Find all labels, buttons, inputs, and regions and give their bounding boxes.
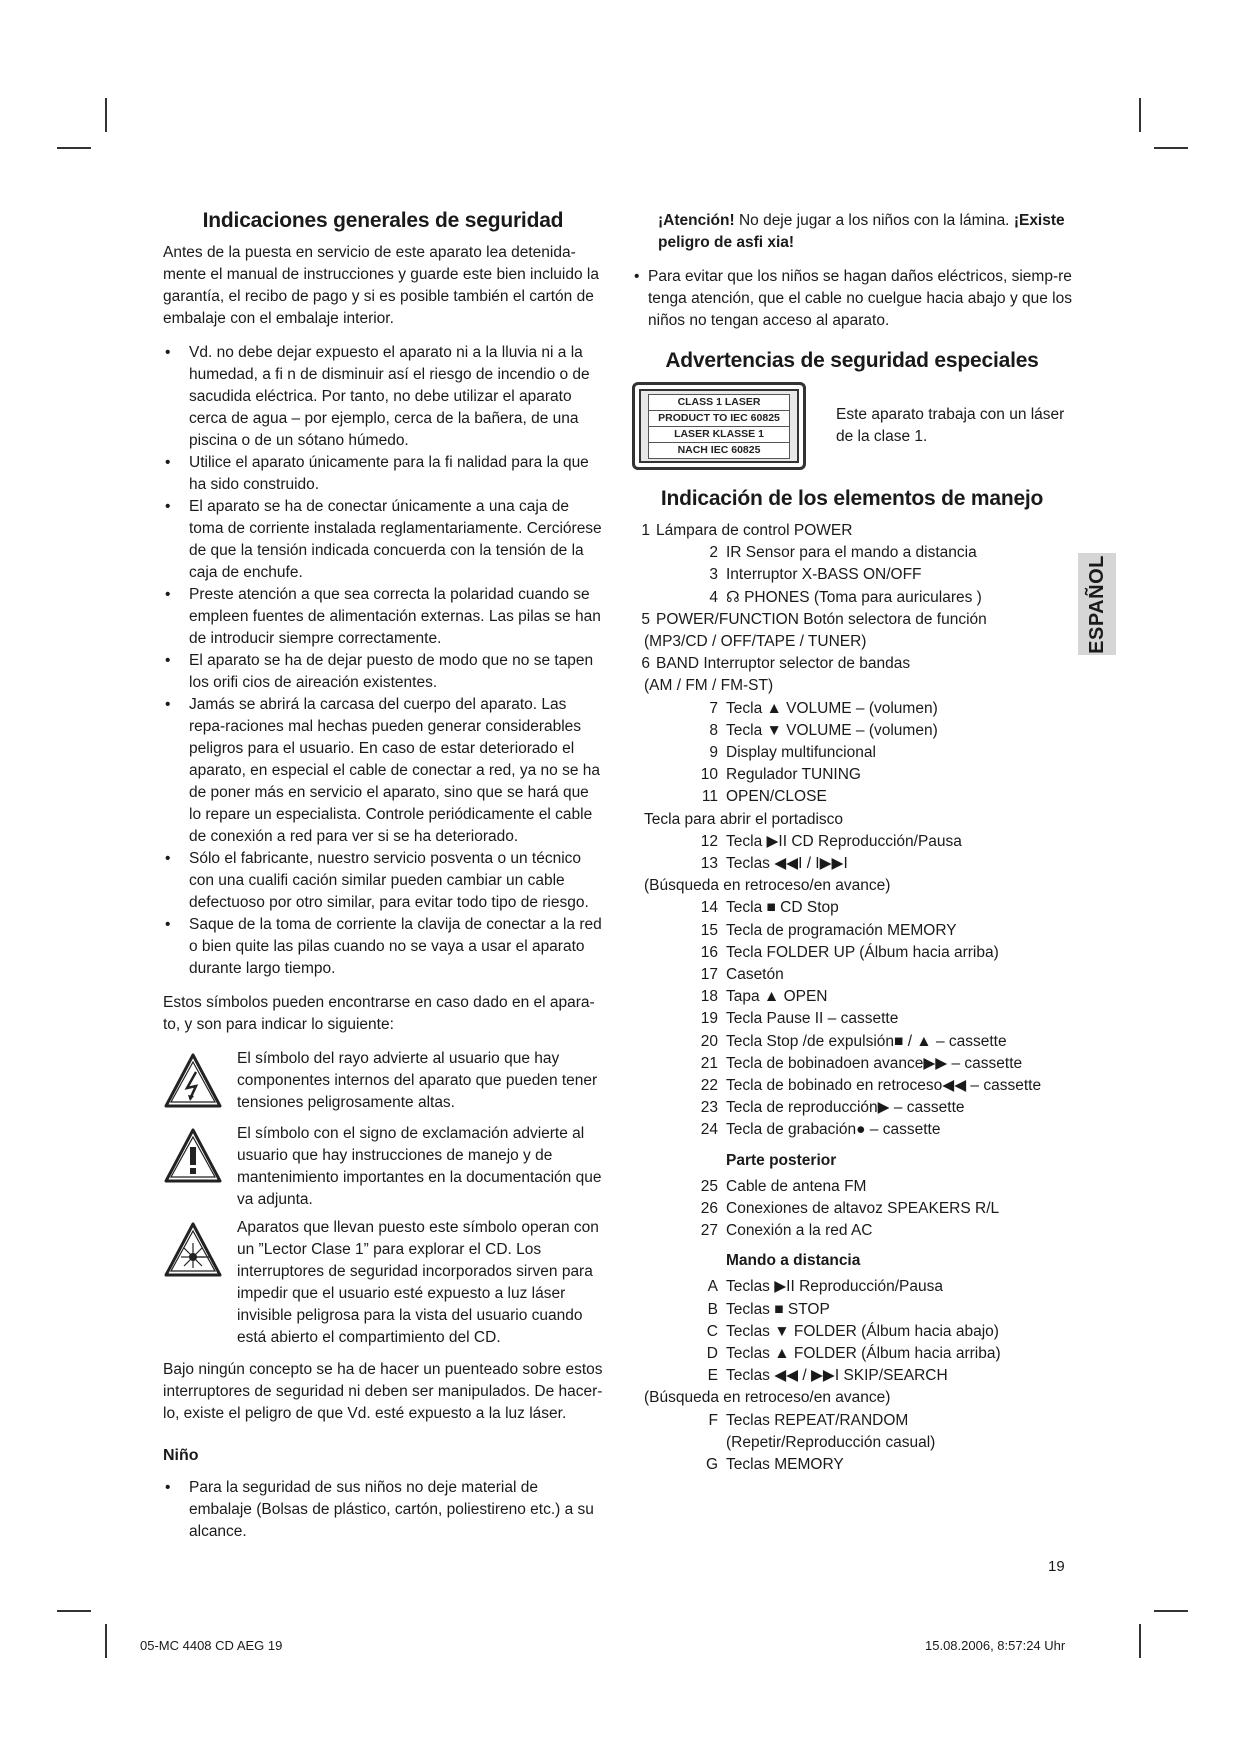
element-item bbox=[632, 897, 1072, 919]
element-item bbox=[632, 542, 1072, 564]
element-text: Conexión a la red AC bbox=[726, 1222, 873, 1240]
element-text: Tecla FOLDER UP (Álbum hacia arriba) bbox=[726, 943, 999, 961]
remote-list bbox=[632, 1276, 1072, 1476]
safety-intro: Antes de la puesta en servicio de este aparato lea detenida-mente el manual de instrucciones y guarde este bien incluido la garantía, el recibo de pago y si es posible también el cartón de embalaje con el embalaje interior. bbox=[163, 244, 599, 327]
symbol-row bbox=[163, 1048, 603, 1117]
element-number: E bbox=[707, 1367, 718, 1385]
child-title: Niño bbox=[163, 1447, 199, 1464]
element-item bbox=[632, 831, 1072, 853]
element-text: Tapa ▲ OPEN bbox=[726, 988, 828, 1006]
elements-title: Indicación de los elementos de manejo bbox=[660, 487, 1044, 510]
element-number: 24 bbox=[700, 1121, 718, 1139]
right-column bbox=[632, 210, 1072, 1476]
child-bullet: • Para la seguridad de sus niños no deje material de embalaje (Bolsas de plástico, cartón, poliestireno etc.) a su alcance. bbox=[163, 1477, 603, 1543]
element-number: 10 bbox=[700, 766, 718, 784]
language-tab-label: ESPAÑOL bbox=[1085, 554, 1108, 654]
symbol-row bbox=[163, 1123, 603, 1211]
attention-note bbox=[658, 210, 1072, 254]
element-item bbox=[632, 1119, 1072, 1141]
element-number: C bbox=[706, 1322, 718, 1340]
element-text: Teclas ◀◀I / I▶▶I bbox=[726, 855, 848, 873]
element-text: Tecla para abrir el portadisco bbox=[644, 810, 844, 828]
element-number: A bbox=[707, 1278, 718, 1296]
element-number: 11 bbox=[701, 788, 718, 806]
element-text: Conexiones de altavoz SPEAKERS R/L bbox=[726, 1199, 1000, 1217]
element-text: Tecla ▶II CD Reproducción/Pausa bbox=[726, 832, 962, 850]
element-item bbox=[632, 1387, 1072, 1409]
element-text: Display multifuncional bbox=[726, 744, 876, 762]
element-item bbox=[632, 786, 1072, 808]
elements-list bbox=[632, 520, 1072, 1142]
laser-label-line: CLASS 1 LASER bbox=[648, 394, 790, 411]
element-item bbox=[632, 1365, 1072, 1387]
element-item bbox=[632, 920, 1072, 942]
element-text: Tecla de reproducción▶ – cassette bbox=[726, 1099, 965, 1117]
element-item bbox=[632, 1454, 1072, 1476]
laser-class-row bbox=[632, 382, 1072, 470]
element-item bbox=[632, 942, 1072, 964]
element-item bbox=[632, 1008, 1072, 1030]
element-number: 13 bbox=[700, 855, 718, 873]
element-item bbox=[632, 853, 1072, 875]
lightning-warning-icon bbox=[163, 1048, 237, 1117]
crop-mark bbox=[1154, 1610, 1188, 1612]
exclamation-warning-icon bbox=[163, 1123, 237, 1211]
element-number: F bbox=[708, 1411, 718, 1429]
element-item bbox=[632, 1299, 1072, 1321]
element-item bbox=[632, 720, 1072, 742]
element-text: Tecla ▲ VOLUME – (volumen) bbox=[726, 699, 938, 717]
footer-file-info: 05-MC 4408 CD AEG 19 bbox=[140, 1638, 283, 1653]
element-number: 1 bbox=[641, 522, 650, 539]
symbol-text: El símbolo con el signo de exclamación advierte al usuario que hay instrucciones de manejo y de mantenimiento importantes en la documentación que va adjunta. bbox=[237, 1125, 602, 1208]
crop-mark bbox=[105, 1624, 107, 1658]
element-text: Teclas REPEAT/RANDOM bbox=[726, 1411, 909, 1429]
element-text: (MP3/CD / OFF/TAPE / TUNER) bbox=[644, 633, 867, 651]
element-text: Tecla ■ CD Stop bbox=[726, 899, 839, 917]
laser-label-line: PRODUCT TO IEC 60825 bbox=[648, 410, 790, 427]
asphyxia-warning: ¡Existe peligro de asfi xia! bbox=[658, 212, 1065, 251]
child-electric-bullet: • Para evitar que los niños se hagan daños eléctricos, siemp-re tenga atención, que el cable no cuelgue hacia abajo y que los niños no tengan acceso al aparato. bbox=[632, 266, 1072, 332]
crop-mark bbox=[57, 1610, 91, 1612]
footer-timestamp: 15.08.2006, 8:57:24 Uhr bbox=[925, 1638, 1066, 1653]
element-number: 27 bbox=[700, 1222, 718, 1240]
element-item bbox=[632, 809, 1072, 831]
crop-mark bbox=[105, 98, 107, 132]
child-electric-bullets bbox=[632, 266, 1072, 332]
element-text: IR Sensor para el mando a distancia bbox=[726, 544, 977, 562]
element-number: 4 bbox=[709, 588, 718, 606]
element-item bbox=[632, 1220, 1072, 1242]
element-number: 15 bbox=[700, 921, 718, 939]
element-number: 18 bbox=[700, 988, 718, 1006]
child-bullets bbox=[163, 1477, 603, 1543]
element-number: D bbox=[706, 1344, 718, 1362]
element-text: (Búsqueda en retroceso/en avance) bbox=[644, 1389, 891, 1407]
safety-bullet: • El aparato se ha de conectar únicamente a una caja de toma de corriente instalada reglamentariamente. Cerciórese de que la tensión indicada concuerda con la tensión de la caja de enchufe. bbox=[163, 496, 603, 584]
element-item bbox=[632, 1410, 1072, 1432]
element-number: 2 bbox=[709, 544, 718, 562]
safety-bullet: • Vd. no debe dejar expuesto el aparato ni a la lluvia ni a la humedad, a fi n de disminuir así el riesgo de incendio o de sacudida eléctrica. Por tanto, no debe utilizar el aparato cerca de agua – por ejemplo, cerca de la bañera, de una piscina o de un sótano húmedo. bbox=[163, 342, 603, 452]
element-item bbox=[632, 1031, 1072, 1053]
element-item bbox=[632, 653, 1072, 675]
symbol-text: El símbolo del rayo advierte al usuario que hay componentes internos del aparato que pueden tener tensiones peligrosamente altas. bbox=[237, 1050, 598, 1111]
element-text: Tecla de bobinado en retroceso◀◀ – cassette bbox=[726, 1077, 1042, 1095]
attention-text: No deje jugar a los niños con la lámina. bbox=[734, 212, 1014, 229]
element-text: Tecla de bobinadoen avance▶▶ – cassette bbox=[726, 1054, 1023, 1072]
element-number: 9 bbox=[709, 744, 718, 762]
safety-bullet: • Utilice el aparato únicamente para la fi nalidad para la que ha sido construido. bbox=[163, 452, 603, 496]
attention-label: ¡Atención! bbox=[658, 212, 735, 229]
element-text: BAND Interruptor selector de bandas bbox=[656, 655, 911, 673]
crop-mark bbox=[1139, 1624, 1141, 1658]
element-text: Tecla de programación MEMORY bbox=[726, 921, 957, 939]
element-number: 8 bbox=[709, 721, 718, 739]
element-item bbox=[632, 875, 1072, 897]
symbols-intro: Estos símbolos pueden encontrarse en caso dado en el apara-to, y son para indicar lo siguiente: bbox=[163, 994, 595, 1033]
element-text: Tecla de grabación● – cassette bbox=[726, 1121, 941, 1139]
element-text: Lámpara de control POWER bbox=[656, 522, 853, 539]
element-number: 14 bbox=[700, 899, 718, 917]
safety-title: Indicaciones generales de seguridad bbox=[202, 209, 564, 232]
element-number: B bbox=[707, 1300, 718, 1318]
element-number: 16 bbox=[700, 943, 718, 961]
element-number: 25 bbox=[700, 1177, 718, 1195]
element-text: ☊ PHONES (Toma para auriculares ) bbox=[726, 588, 982, 606]
element-item bbox=[632, 742, 1072, 764]
element-text: (Repetir/Reproducción casual) bbox=[726, 1433, 936, 1451]
safety-bullet: • Preste atención a que sea correcta la polaridad cuando se empleen fuentes de alimentación externas. Las pilas se han de introducir siempre correctamente. bbox=[163, 584, 603, 650]
element-text: Teclas ▶II Reproducción/Pausa bbox=[726, 1278, 943, 1296]
safety-bullets bbox=[163, 342, 603, 980]
element-text: Cable de antena FM bbox=[726, 1177, 867, 1195]
element-text: Teclas MEMORY bbox=[726, 1455, 844, 1473]
laser-label-line: LASER KLASSE 1 bbox=[648, 426, 790, 443]
element-item bbox=[632, 587, 1072, 609]
element-number: 23 bbox=[700, 1099, 718, 1117]
element-text: Tecla Pause II – cassette bbox=[726, 1010, 899, 1028]
element-number: 17 bbox=[700, 966, 718, 984]
element-item bbox=[632, 698, 1072, 720]
special-safety-title: Advertencias de seguridad especiales bbox=[665, 349, 1039, 372]
element-number: 21 bbox=[700, 1054, 718, 1072]
symbol-text: Aparatos que llevan puesto este símbolo operan con un ”Lector Clase 1” para explorar el CD. Los interruptores de seguridad incorporados sirven para impedir que el usuario esté expuesto a luz láser invisible peligrosa para la vista del usuario cuando está abierto el compartimiento del CD. bbox=[237, 1219, 599, 1346]
element-text: OPEN/CLOSE bbox=[726, 788, 827, 806]
element-item bbox=[632, 1053, 1072, 1075]
element-item bbox=[632, 1321, 1072, 1343]
element-text: Teclas ◀◀ / ▶▶I SKIP/SEARCH bbox=[726, 1367, 948, 1385]
crop-mark bbox=[57, 147, 91, 149]
bridge-warning: Bajo ningún concepto se ha de hacer un puenteado sobre estos interruptores de seguridad ni deben ser manipulados. De hacer-lo, existe el peligro de que Vd. esté expuesto a la luz láser. bbox=[163, 1361, 603, 1422]
element-text: (AM / FM / FM-ST) bbox=[644, 677, 774, 695]
element-text: Teclas ▼ FOLDER (Álbum hacia abajo) bbox=[726, 1322, 999, 1340]
element-item bbox=[632, 1075, 1072, 1097]
element-item bbox=[632, 1432, 1072, 1454]
element-item bbox=[632, 564, 1072, 586]
element-number: 20 bbox=[700, 1032, 718, 1050]
laser-class-text: Este aparato trabaja con un láser de la clase 1. bbox=[836, 406, 1065, 445]
element-item bbox=[632, 1276, 1072, 1298]
laser-label-line: NACH IEC 60825 bbox=[648, 442, 790, 459]
element-text: Tecla Stop /de expulsión■ / ▲ – cassette bbox=[726, 1032, 1007, 1050]
page-number: 19 bbox=[1048, 1558, 1065, 1575]
element-number: 7 bbox=[709, 699, 718, 717]
left-column bbox=[163, 210, 603, 1555]
element-text: Interruptor X-BASS ON/OFF bbox=[726, 566, 922, 584]
safety-bullet: • Jamás se abrirá la carcasa del cuerpo del aparato. Las repa-raciones mal hechas pueden generar considerables peligros para el usuario. En caso de estar deteriorado el aparato, en especial el cable de conectar a red, ya no se ha de poner más en servicio el aparato, sino que se hará que lo repare un especialista. Controle periódicamente el cable de conexión a red para ver si se ha deteriorado. bbox=[163, 694, 603, 848]
element-item bbox=[632, 520, 1072, 542]
crop-mark bbox=[1139, 98, 1141, 132]
element-number: 26 bbox=[700, 1199, 718, 1217]
safety-bullet: • Saque de la toma de corriente la clavija de conectar a la red o bien quite las pilas cuando no se vaya a usar el aparato durante largo tiempo. bbox=[163, 914, 603, 980]
element-text: (Búsqueda en retroceso/en avance) bbox=[644, 877, 891, 895]
element-item bbox=[632, 764, 1072, 786]
element-number: 3 bbox=[709, 566, 718, 584]
laser-warning-icon bbox=[163, 1217, 237, 1349]
element-number: 12 bbox=[700, 832, 718, 850]
rear-title: Parte posterior bbox=[726, 1151, 837, 1169]
element-number: G bbox=[705, 1455, 718, 1473]
laser-class-label bbox=[632, 382, 806, 470]
element-item bbox=[632, 964, 1072, 986]
element-text: Casetón bbox=[726, 966, 784, 984]
element-item bbox=[632, 1343, 1072, 1365]
element-text: Tecla ▼ VOLUME – (volumen) bbox=[726, 721, 938, 739]
element-item bbox=[632, 1176, 1072, 1198]
element-number: 22 bbox=[700, 1077, 718, 1095]
element-number: 5 bbox=[641, 610, 650, 628]
language-tab bbox=[1078, 553, 1116, 655]
element-number: 19 bbox=[700, 1010, 718, 1028]
symbol-row bbox=[163, 1217, 603, 1349]
element-item bbox=[632, 1198, 1072, 1220]
element-item bbox=[632, 631, 1072, 653]
rear-list bbox=[632, 1176, 1072, 1243]
element-text: POWER/FUNCTION Botón selectora de función bbox=[656, 610, 987, 628]
element-number: 6 bbox=[641, 655, 650, 673]
safety-bullet: • Sólo el fabricante, nuestro servicio posventa o un técnico con una cualifi cación similar pueden cambiar un cable defectuoso por otro similar, para evitar todo tipo de riesgo. bbox=[163, 848, 603, 914]
element-text: Teclas ■ STOP bbox=[726, 1300, 830, 1318]
element-text: Regulador TUNING bbox=[726, 766, 861, 784]
crop-mark bbox=[1154, 147, 1188, 149]
element-item bbox=[632, 609, 1072, 631]
remote-title: Mando a distancia bbox=[726, 1252, 861, 1270]
safety-bullet: • El aparato se ha de dejar puesto de modo que no se tapen los orifi cios de aireación existentes. bbox=[163, 650, 603, 694]
element-item bbox=[632, 675, 1072, 697]
element-item bbox=[632, 1097, 1072, 1119]
element-text: Teclas ▲ FOLDER (Álbum hacia arriba) bbox=[726, 1344, 1001, 1362]
element-item bbox=[632, 986, 1072, 1008]
